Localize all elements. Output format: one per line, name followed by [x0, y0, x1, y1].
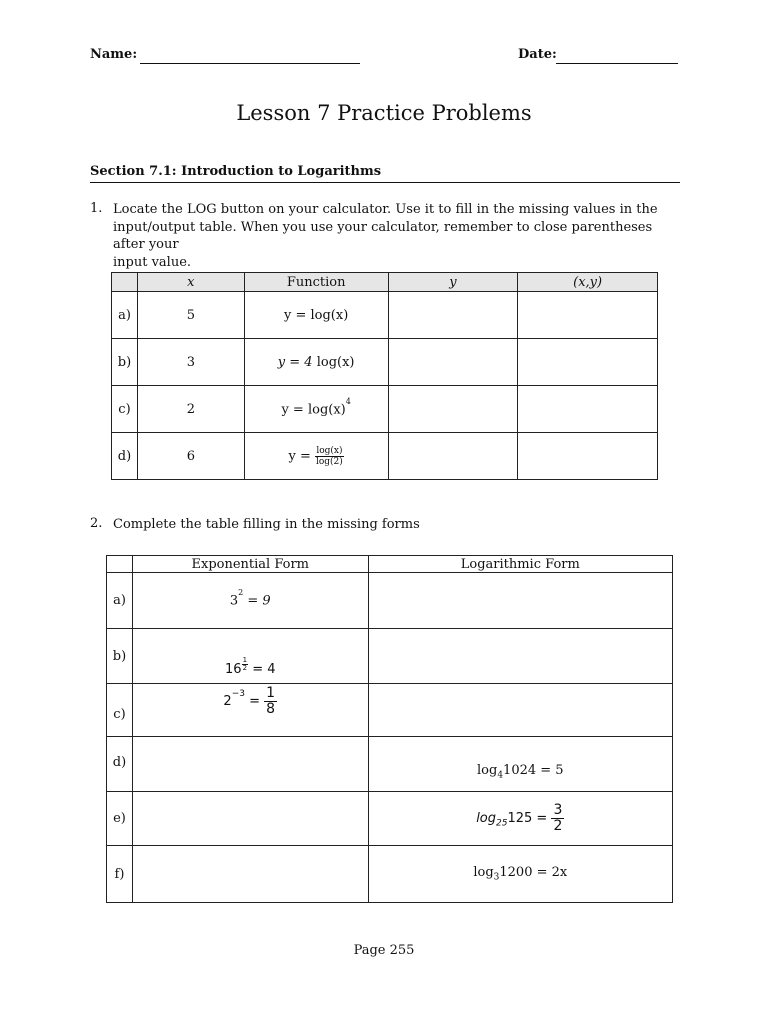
question-1-line-2: input/output table. When you use your calculator, remember to close parentheses after your: [113, 219, 653, 252]
fn-log-x: log(x): [307, 402, 346, 418]
fn-exponent: 4: [345, 396, 351, 406]
logarithmic-cell: [368, 846, 672, 903]
exp-eq: =: [249, 694, 261, 709]
forms-table: [106, 555, 673, 903]
x-value: 5: [137, 292, 244, 339]
x-value: 2: [137, 386, 244, 433]
fn-log-x: log(x): [316, 354, 355, 370]
section-heading: Section 7.1: Introduction to Logarithms: [90, 164, 382, 179]
table-row: [107, 573, 673, 629]
table-header-logarithmic: Logarithmic Form: [368, 556, 672, 573]
logarithmic-cell: [368, 792, 672, 846]
log-base: 4: [497, 771, 504, 781]
fraction-numerator: log(x): [316, 445, 343, 456]
table-row: [107, 792, 673, 846]
exponential-answer-cell[interactable]: [132, 792, 368, 846]
name-label: Name:: [90, 47, 138, 62]
log-rest: 125 =: [507, 811, 548, 826]
question-2-text: Complete the table filling in the missing forms: [113, 517, 420, 532]
exp-fraction: [264, 686, 277, 717]
log-input-output-table: [111, 272, 658, 480]
y-answer-cell[interactable]: [388, 292, 518, 339]
exponential-cell: [132, 629, 368, 684]
exp-lhs: 2: [223, 694, 232, 709]
table-header-x: x: [137, 273, 244, 292]
question-1-number: 1.: [90, 201, 103, 216]
row-label: e): [107, 792, 133, 846]
y-answer-cell[interactable]: [388, 339, 518, 386]
logarithmic-cell: [368, 737, 672, 792]
exponential-cell: [132, 684, 368, 737]
table-row: [112, 433, 658, 480]
row-label: b): [112, 339, 138, 386]
exp-rhs: = 4: [252, 662, 276, 677]
log-word: log: [476, 811, 497, 826]
row-label: a): [107, 573, 133, 629]
table-row: [112, 292, 658, 339]
fraction-denominator: 8: [266, 701, 276, 717]
table-header-y: y: [388, 273, 518, 292]
question-1-line-3: input value.: [113, 254, 192, 270]
xy-answer-cell[interactable]: [518, 339, 658, 386]
row-label: c): [112, 386, 138, 433]
row-label: c): [107, 684, 133, 737]
function-cell: [244, 292, 388, 339]
name-field[interactable]: [140, 49, 360, 64]
log-base: 25: [496, 818, 508, 829]
log-fraction: [551, 803, 564, 834]
row-label: f): [107, 846, 133, 903]
log-base: 3: [493, 872, 500, 883]
date-label: Date:: [518, 47, 557, 62]
table-row: [107, 629, 673, 684]
fn-y-eq: y =: [277, 354, 301, 370]
table-header-row: [107, 556, 673, 573]
fraction-denominator: log(2): [315, 456, 343, 467]
x-value: 3: [137, 339, 244, 386]
table-row: [107, 737, 673, 792]
log-word: log: [477, 763, 498, 779]
question-2-number: 2.: [90, 516, 103, 531]
function-cell: [244, 386, 388, 433]
page-number: Page 255: [353, 943, 415, 958]
y-answer-cell[interactable]: [388, 386, 518, 433]
question-1-text: [113, 201, 683, 271]
fn-y-eq: y =: [281, 402, 304, 418]
row-label: d): [107, 737, 133, 792]
x-value: 6: [137, 433, 244, 480]
fn-fraction: [315, 446, 344, 467]
fn-y-eq: y =: [283, 307, 307, 323]
table-row: [107, 846, 673, 903]
exp-base: 16: [225, 662, 242, 677]
log-rest: 1200 = 2x: [499, 865, 568, 881]
fraction-numerator: 3: [553, 802, 563, 818]
logarithmic-answer-cell[interactable]: [368, 573, 672, 629]
exponential-answer-cell[interactable]: [132, 846, 368, 903]
fn-coefficient: 4: [304, 354, 313, 370]
fraction-denominator: 2: [242, 664, 248, 672]
logarithmic-answer-cell[interactable]: [368, 684, 672, 737]
exp-base: 3: [229, 593, 239, 609]
row-label: a): [112, 292, 138, 339]
table-header-xy: (x,y): [518, 273, 658, 292]
log-rest: 1024 = 5: [503, 763, 564, 779]
fraction-numerator: 1: [242, 656, 248, 664]
table-row: [112, 339, 658, 386]
exp-exponent: −3: [231, 688, 245, 699]
xy-answer-cell[interactable]: [518, 386, 658, 433]
question-1-line-1: Locate the LOG button on your calculator. Use it to fill in the missing values in the: [113, 202, 658, 217]
table-row: [112, 386, 658, 433]
date-field[interactable]: [556, 49, 678, 64]
xy-answer-cell[interactable]: [518, 433, 658, 480]
function-cell: [244, 339, 388, 386]
row-label: d): [112, 433, 138, 480]
table-header-function: Function: [244, 273, 388, 292]
table-header-row: [112, 273, 658, 292]
exp-fraction: [242, 657, 248, 672]
table-row: [107, 684, 673, 737]
fraction-denominator: 2: [553, 818, 563, 834]
exponential-cell: [132, 573, 368, 629]
section-divider: [90, 182, 680, 183]
fn-log-x: log(x): [310, 307, 349, 323]
exp-rhs: = 9: [247, 593, 271, 609]
table-header-blank: [112, 273, 138, 292]
page-title: Lesson 7 Practice Problems: [236, 101, 532, 125]
exponential-answer-cell[interactable]: [132, 737, 368, 792]
logarithmic-answer-cell[interactable]: [368, 629, 672, 684]
fraction-numerator: 1: [266, 685, 276, 701]
function-cell: [244, 433, 388, 480]
fn-y-eq: y =: [288, 448, 311, 464]
y-answer-cell[interactable]: [388, 433, 518, 480]
xy-answer-cell[interactable]: [518, 292, 658, 339]
row-label: b): [107, 629, 133, 684]
table-header-exponential: Exponential Form: [132, 556, 368, 573]
log-word: log: [473, 865, 494, 881]
exp-exponent: 2: [238, 588, 244, 598]
table-header-blank: [107, 556, 133, 573]
